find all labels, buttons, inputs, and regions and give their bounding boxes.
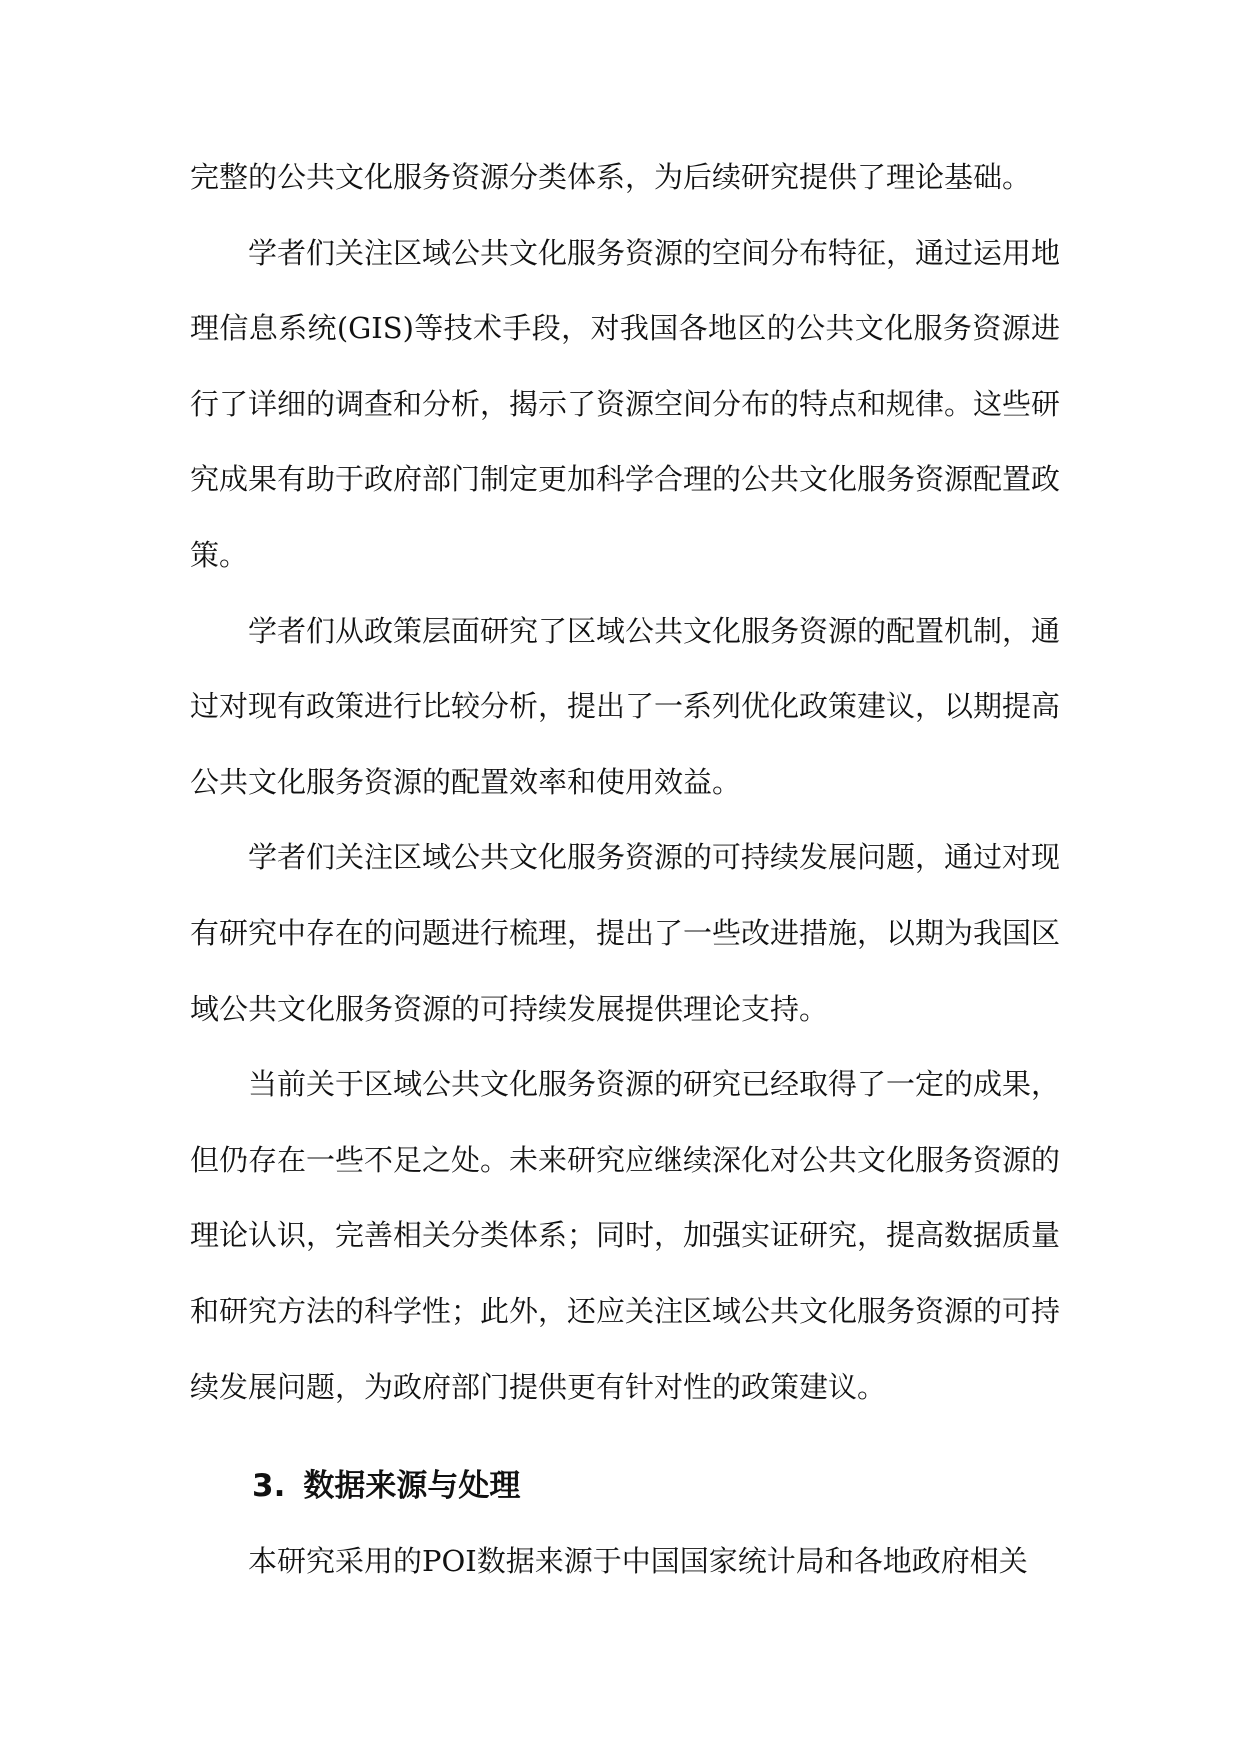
paragraph-5: 当前关于区域公共文化服务资源的研究已经取得了一定的成果，但仍存在一些不足之处。未来研究应继续深化对公共文化服务资源的理论认识，完善相关分类体系；同时，加强实证研究，提高数据质量和研究方法的科学性；此外，还应关注区域公共文化服务资源的可持续发展问题，为政府部门提供更有针对性的政策建议。 xyxy=(190,1067,1061,1404)
paragraph-6: 本研究采用的POI数据来源于中国国家统计局和各地政府相关 xyxy=(248,1544,1028,1579)
paragraph-1: 完整的公共文化服务资源分类体系，为后续研究提供了理论基础。 xyxy=(190,160,1032,194)
document-body xyxy=(190,140,1060,1600)
section-title: 数据来源与处理 xyxy=(303,1468,521,1505)
paragraph-3: 学者们从政策层面研究了区域公共文化服务资源的配置机制，通过对现有政策进行比较分析，提出了一系列优化政策建议，以期提高公共文化服务资源的配置效率和使用效益。 xyxy=(190,613,1061,799)
section-number: 3. xyxy=(252,1468,286,1505)
section-heading xyxy=(190,1449,1060,1524)
paragraph-4: 学者们关注区域公共文化服务资源的可持续发展问题，通过对现有研究中存在的问题进行梳理，提出了一些改进措施，以期为我国区域公共文化服务资源的可持续发展提供理论支持。 xyxy=(190,840,1061,1026)
paragraph-2: 学者们关注区域公共文化服务资源的空间分布特征，通过运用地理信息系统(GIS)等技术手段，对我国各地区的公共文化服务资源进行了详细的调查和分析，揭示了资源空间分布的特点和规律。这些研究成果有助于政府部门制定更加科学合理的公共文化服务资源配置政策。 xyxy=(190,235,1061,572)
